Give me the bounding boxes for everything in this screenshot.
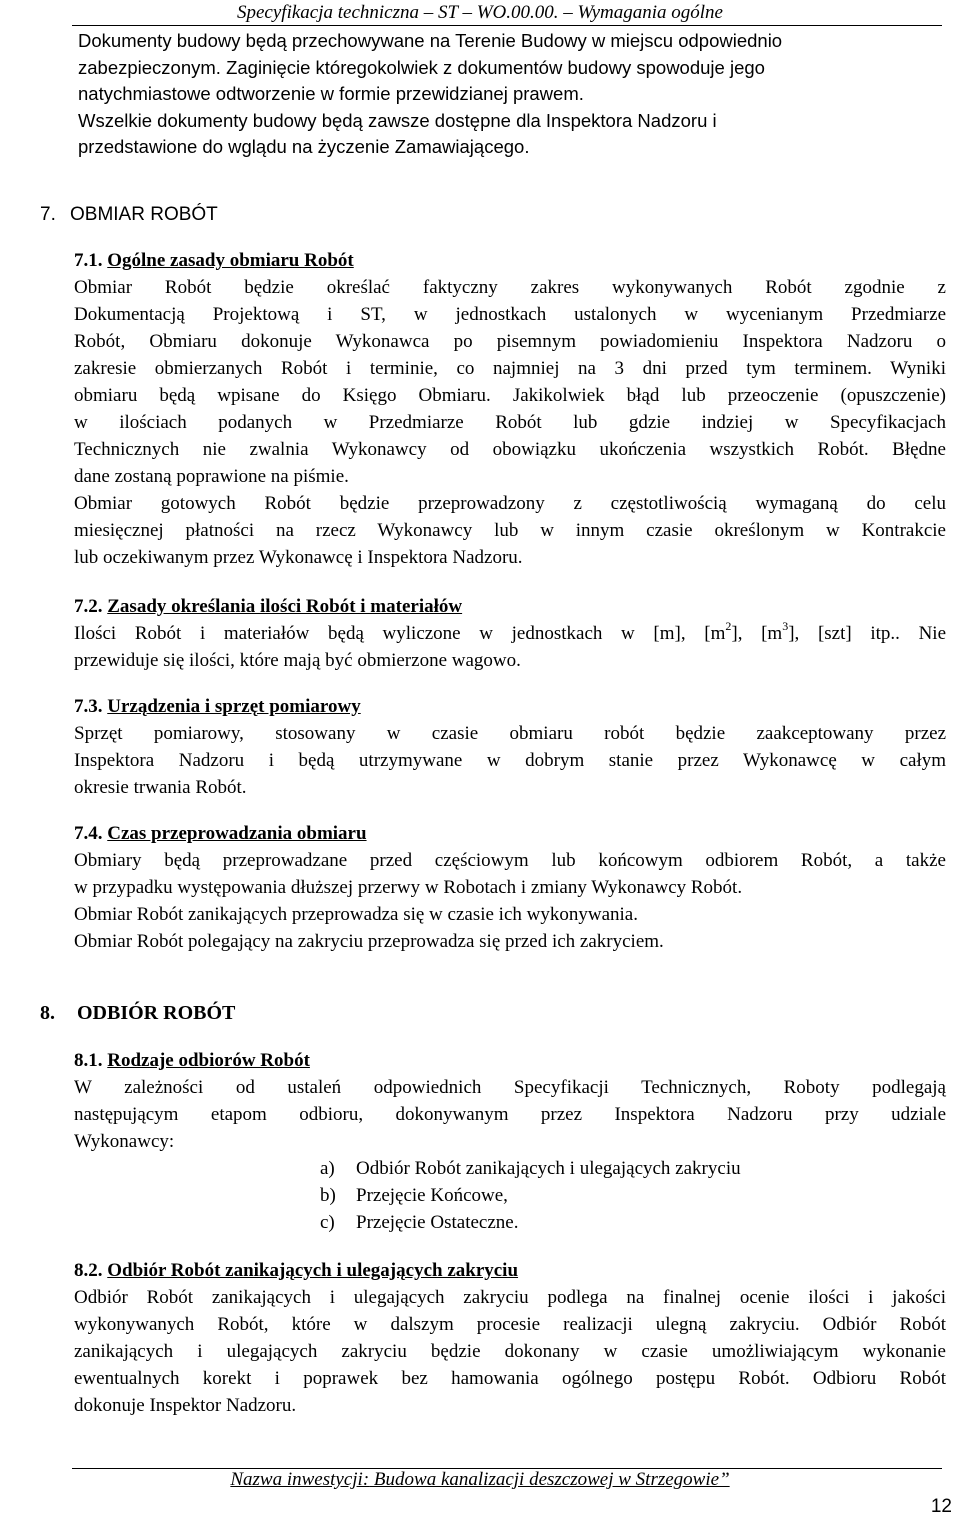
text-line: Robót, Obmiaru dokonuje Wykonawca po pisemnym powiadomieniu Inspektora Nadzoru o bbox=[74, 331, 946, 352]
intro-line: przedstawione do wglądu na życzenie Zamawiającego. bbox=[78, 136, 530, 157]
section-number: 7.3. bbox=[74, 696, 103, 717]
list-item-label: a) bbox=[320, 1158, 335, 1179]
text-line: zakresie obmierzanych Robót i terminie, co najmniej na 3 dni przed tym terminem. Wyniki bbox=[74, 358, 946, 379]
units-text-b: ], [m bbox=[731, 623, 783, 644]
section-8-1-heading bbox=[74, 1047, 946, 1074]
text-line: wykonywanych Robót, które w dalszym procesie realizacji ulegną zakryciu. Odbiór Robót bbox=[74, 1314, 946, 1335]
text-line: okresie trwania Robót. bbox=[74, 777, 247, 798]
section-8-2-paragraph bbox=[74, 1284, 946, 1419]
section-number: 8.1. bbox=[74, 1050, 103, 1071]
superscript-2: 2 bbox=[725, 618, 732, 633]
intro-paragraph bbox=[78, 28, 928, 161]
list-item bbox=[74, 1182, 946, 1209]
page-number: 12 bbox=[930, 1496, 952, 1517]
section-7-2 bbox=[74, 593, 946, 674]
text-line: lub oczekiwanym przez Wykonawcę i Inspektora Nadzoru. bbox=[74, 547, 523, 568]
section-8-1-paragraph bbox=[74, 1074, 946, 1155]
section-title: Urządzenia i sprzęt pomiarowy bbox=[107, 696, 361, 717]
section-title: Odbiór Robót zanikających i ulegających zakryciu bbox=[107, 1260, 519, 1281]
section-8-2-heading bbox=[74, 1257, 946, 1284]
chapter-8-number: 8. bbox=[40, 1002, 55, 1024]
text-line: Dokumentacją Projektową i ST, w jednostkach ustalonych w wycenianym Przedmiarze bbox=[74, 304, 946, 325]
text-line: Obmiar Robót będzie określać faktyczny zakres wykonywanych Robót zgodnie z bbox=[74, 277, 946, 298]
page-footer bbox=[0, 1469, 960, 1491]
text-line: w przypadku występowania dłuższej przerwy w Robotach i zmiany Wykonawcy Robót. bbox=[74, 877, 743, 898]
section-number: 7.4. bbox=[74, 823, 103, 844]
text-line: Technicznych nie zwalnia Wykonawcy od obowiązku ukończenia wszystkich Robót. Błędne bbox=[74, 439, 946, 460]
section-7-3 bbox=[74, 693, 946, 801]
chapter-7-title: OBMIAR ROBÓT bbox=[70, 204, 218, 225]
section-number: 7.1. bbox=[74, 250, 103, 271]
text-line: obmiaru będą wpisane do Księgo Obmiaru. Jakikolwiek błąd lub przeoczenie (opuszczenie) bbox=[74, 385, 946, 406]
chapter-7-number: 7. bbox=[40, 204, 56, 225]
list-item-text: Przejęcie Ostateczne. bbox=[356, 1212, 519, 1233]
chapter-7-heading bbox=[40, 202, 218, 228]
section-7-2-paragraph bbox=[74, 620, 946, 674]
section-number: 8.2. bbox=[74, 1260, 103, 1281]
text-line: Inspektora Nadzoru i będą utrzymywane w dobrym stanie przez Wykonawcę w całym bbox=[74, 750, 946, 771]
list-item-label: b) bbox=[320, 1185, 336, 1206]
text-line: Obmiary będą przeprowadzane przed częściowym lub końcowym odbiorem Robót, a także bbox=[74, 850, 946, 871]
text-line: następującym etapom odbioru, dokonywanym przez Inspektora Nadzoru przy udziale bbox=[74, 1104, 946, 1125]
superscript-3: 3 bbox=[782, 618, 789, 633]
list-item-label: c) bbox=[320, 1212, 335, 1233]
text-line: Wykonawcy: bbox=[74, 1131, 175, 1152]
list-item-text: Przejęcie Końcowe, bbox=[356, 1185, 508, 1206]
text-line: zanikających i ulegających zakryciu będzie dokonany w czasie umożliwiającym wykonanie bbox=[74, 1341, 946, 1362]
intro-line: Wszelkie dokumenty budowy będą zawsze dostępne dla Inspektora Nadzoru i bbox=[78, 109, 717, 131]
footer-investment-name: Budowa kanalizacji deszczowej w Strzegowie” bbox=[369, 1469, 730, 1490]
text-line: przewiduje się ilości, które mają być obmierzone wagowo. bbox=[74, 650, 521, 671]
section-8-1 bbox=[74, 1047, 946, 1236]
section-7-3-heading bbox=[74, 693, 946, 720]
section-7-1-paragraph-1 bbox=[74, 274, 946, 490]
text-line: w ilościach podanych w Przedmiarze Robót lub gdzie indziej w Specyfikacjach bbox=[74, 412, 946, 433]
section-7-1-paragraph-2 bbox=[74, 490, 946, 571]
section-7-1 bbox=[74, 247, 946, 571]
list-item bbox=[74, 1155, 946, 1182]
text-line: Odbiór Robót zanikających i ulegających zakryciu podlega na finalnej ocenie ilości i jakości bbox=[74, 1287, 946, 1308]
section-title: Zasady określania ilości Robót i materiałów bbox=[107, 596, 463, 617]
intro-line: Dokumenty budowy będą przechowywane na Terenie Budowy w miejscu odpowiednio bbox=[78, 30, 783, 51]
page-header: Specyfikacja techniczna – ST – WO.00.00. – Wymagania ogólne bbox=[236, 2, 723, 23]
section-7-4-paragraph bbox=[74, 847, 946, 955]
text-line: dokonuje Inspektor Nadzoru. bbox=[74, 1395, 297, 1416]
header-rule bbox=[72, 25, 942, 26]
acceptance-types-list bbox=[74, 1155, 946, 1236]
text-line: Obmiar Robót polegający na zakryciu przeprowadza się przed ich zakryciem. bbox=[74, 931, 664, 952]
chapter-8-title: ODBIÓR ROBÓT bbox=[77, 1002, 236, 1024]
units-text-a: Ilości Robót i materiałów będą wyliczone w jednostkach w [m], [m bbox=[74, 623, 726, 644]
intro-line: natychmiastowe odtworzenie w formie przewidzianej prawem. bbox=[78, 83, 584, 104]
text-line: W zależności od ustaleń odpowiednich Specyfikacji Technicznych, Roboty podlegają bbox=[74, 1077, 946, 1098]
text-line: ewentualnych korekt i poprawek bez hamowania ogólnego postępu Robót. Odbioru Robót bbox=[74, 1368, 946, 1389]
text-line bbox=[74, 620, 946, 647]
text-line: dane zostaną poprawione na piśmie. bbox=[74, 466, 349, 487]
text-line: Obmiar Robót zanikających przeprowadza się w czasie ich wykonywania. bbox=[74, 904, 638, 925]
section-number: 7.2. bbox=[74, 596, 103, 617]
section-8-2 bbox=[74, 1257, 946, 1419]
section-title: Czas przeprowadzania obmiaru bbox=[107, 823, 367, 844]
section-7-1-heading bbox=[74, 247, 946, 274]
intro-line: zabezpieczonym. Zaginięcie któregokolwiek z dokumentów budowy spowoduje jego bbox=[78, 56, 765, 78]
text-line: miesięcznej płatności na rzecz Wykonawcy lub w innym czasie określonym w Kontrakcie bbox=[74, 520, 946, 541]
footer-text bbox=[230, 1469, 729, 1490]
units-text-c: ], [szt] itp.. Nie bbox=[788, 623, 947, 644]
list-item bbox=[74, 1209, 946, 1236]
text-line: Sprzęt pomiarowy, stosowany w czasie obmiaru robót będzie zaakceptowany przez bbox=[74, 723, 946, 744]
section-7-4 bbox=[74, 820, 946, 955]
footer-label: Nazwa inwestycji: bbox=[230, 1469, 370, 1490]
section-title: Ogólne zasady obmiaru Robót bbox=[107, 250, 354, 271]
section-7-4-heading bbox=[74, 820, 946, 847]
section-7-2-heading bbox=[74, 593, 946, 620]
section-title: Rodzaje odbiorów Robót bbox=[107, 1050, 310, 1071]
chapter-8-heading bbox=[40, 1000, 235, 1026]
list-item-text: Odbiór Robót zanikających i ulegających zakryciu bbox=[356, 1158, 741, 1179]
section-7-3-paragraph bbox=[74, 720, 946, 801]
text-line: Obmiar gotowych Robót będzie przeprowadzony z częstotliwością wymaganą do celu bbox=[74, 493, 946, 514]
